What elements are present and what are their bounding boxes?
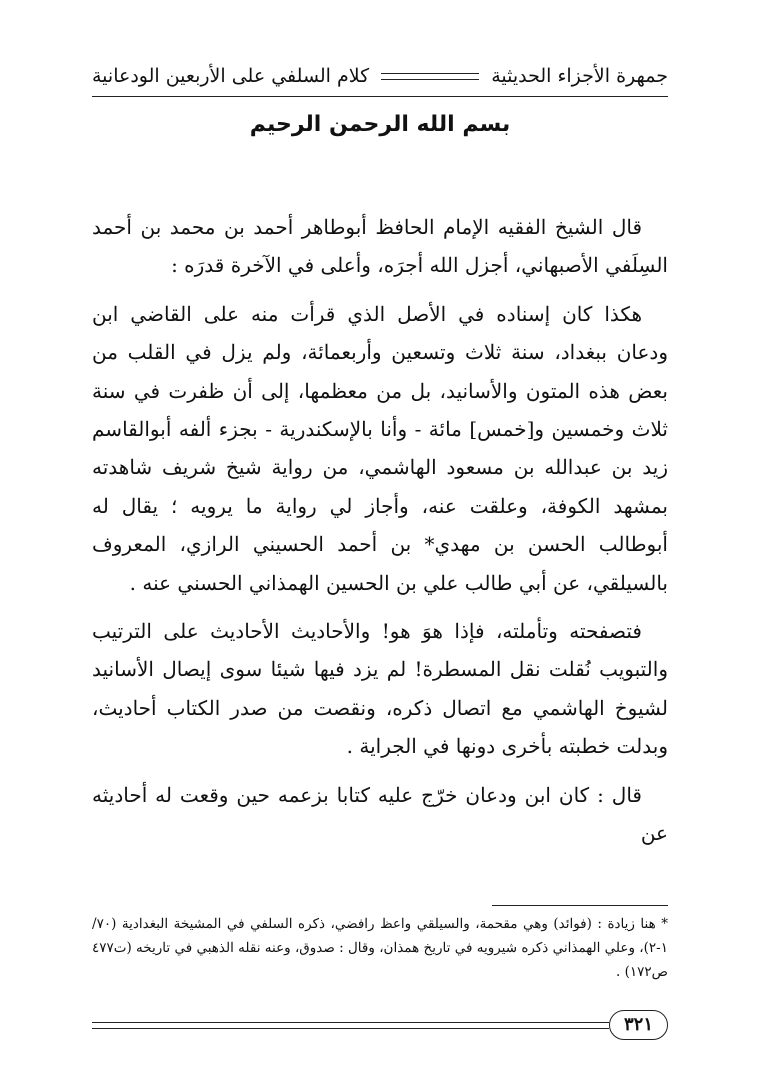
header-separator xyxy=(381,73,479,80)
footnote-text: * هنا زيادة : (فوائد) وهي مقحمة، والسيلقي واعظ رافضي، ذكره السلفي في المشيخة البغدادية (٧٠/ ١-٢)، وعلي الهمذاني ذكره شيرويه في تاريخ همذان، وقال : صدوق، وعنه نقله الذهبي في تاريخه (ت٤٧٧ ص١٧٢) . xyxy=(92,916,668,980)
page-footer xyxy=(92,1008,668,1042)
footer-rule xyxy=(92,1022,609,1029)
header-rule xyxy=(92,96,668,97)
paragraph-4: قال : كان ابن ودعان خرّج عليه كتابا بزعمه حين وقعت له أحاديثه عن xyxy=(92,782,668,846)
main-text xyxy=(92,208,668,863)
paragraph-2: هكذا كان إسناده في الأصل الذي قرأت منه على القاضي ابن ودعان ببغداد، سنة ثلاث وتسعين وأربعمائة، ولم يزل في القلب من بعض هذه المتون والأسانيد، بل من معظمها، إلى أن ظفرت في سنة ثلاث وخمسين و[خمس] مائة - وأنا بالإسكندرية - بجزء ألفه أبوالقاسم زيد بن عبدالله بن مسعود الهاشمي، من رواية شيخ شريف شاهدته بمشهد الكوفة، وعلقت عنه، وأجاز لي رواية ما يرويه ؛ يقال له أبوطالب الحسن بن مهدي* بن أحمد الحسيني الرازي، المعروف بالسيلقي، عن أبي طالب علي بن الحسين الهمذاني الحسني عنه . xyxy=(92,301,668,595)
footnote xyxy=(92,912,668,984)
footnote-rule xyxy=(492,905,668,906)
paragraph-1: قال الشيخ الفقيه الإمام الحافظ أبوطاهر أحمد بن محمد بن أحمد السِلَفي الأصبهاني، أجزل الله أجرَه، وأعلى في الآخرة قدرَه : xyxy=(92,215,668,278)
paragraph-3: فتصفحته وتأملته، فإذا هوَ هو! والأحاديث الأحاديث على الترتيب والتبويب نُقلت نقل المسطرة! لم يزد فيها شيئا سوى إيصال الأسانيد لشيوخ الهاشمي مع اتصال ذكره، ونقصت من صدر الكتاب أحاديث، وبدلت خطبته بأخرى دونها في الجراية . xyxy=(92,619,668,759)
page-number: ٣٢١ xyxy=(609,1010,668,1040)
running-header xyxy=(92,58,668,94)
header-section-title: كلام السلفي على الأربعين الودعانية xyxy=(92,65,370,87)
basmala-heading: بسم الله الرحمن الرحيم xyxy=(249,112,511,137)
header-book-title: جمهرة الأجزاء الحديثية xyxy=(491,65,668,87)
